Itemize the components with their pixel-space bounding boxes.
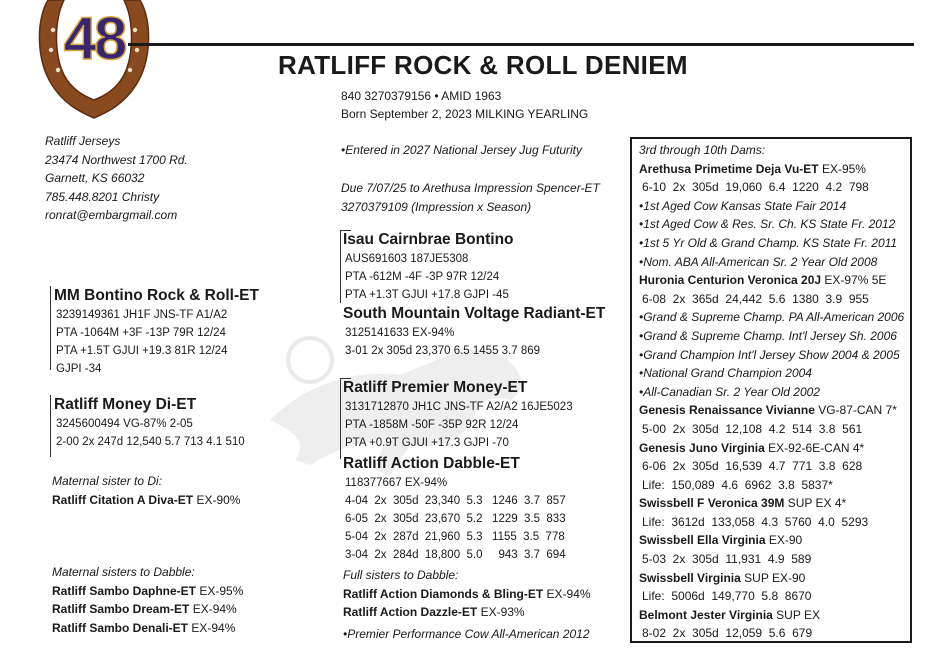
title-rule [128,43,914,46]
record-row: Life: 3612d 133,058 4.3 5760 4.0 5293 [642,514,869,529]
honor-item: •Grand & Supreme Champ. PA All-American 2006 [639,310,905,325]
logo-number: 48 [63,5,125,72]
sire-block: MM Bontino Rock & Roll-ET 3239149361 JH1F JNS-TF A1/A2 PTA -1064M +3F -13P 79R 12/24 PTA +1.5T GJUI +19.3 81R 12/24 GJPI -34 [50,286,259,370]
list-item: Ratliff Sambo Daphne-ET EX-95% [52,583,244,598]
sire-dam-block: South Mountain Voltage Radiant-ET 3125141633 EX-94% 3-01 2x 305d 23,370 6.5 1455 3.7 869 [343,305,606,357]
list-item: Ratliff Sambo Denali-ET EX-94% [52,620,236,635]
record-row: Life: 5006d 149,770 5.8 8670 [642,589,812,604]
dam-entry: Swissbell Ella Virginia EX-90 [639,533,803,548]
record-row: 6-05 2x 305d 23,670 5.2 1229 3.5 833 [345,513,566,525]
due-note: Due 7/07/25 to Arethusa Impression Spencer-ET 3270379109 (Impression x Season) [341,181,600,214]
dam-entry: Genesis Renaissance Vivianne VG-87-CAN 7* [639,403,897,418]
breeder-phone: 785.448.8201 Christy [45,189,160,204]
dam-dam-name: Ratliff Action Dabble-ET [343,455,520,472]
honor-item: •Grand & Supreme Champ. Int'l Jersey Sh. 2006 [639,328,897,343]
list-item: Ratliff Action Dazzle-ET EX-93% [343,605,525,619]
full-sisters-dabble: Full sisters to Dabble: Ratliff Action Diamonds & Bling-ET EX-94% Ratliff Action Dazzle-ET EX-93% •Premier Performance Cow All-American 2012 [343,568,591,641]
honor-item: •1st 5 Yr Old & Grand Champ. KS State Fr. 2011 [639,235,898,250]
dam-entry: Swissbell F Veronica 39M SUP EX 4* [639,496,847,511]
record-row: 5-04 2x 287d 21,960 5.3 1155 3.5 778 [345,531,565,543]
dam-block: Ratliff Money Di-ET 3245600494 VG-87% 2-05 2-00 2x 247d 12,540 5.7 713 4.1 510 [50,395,245,457]
honor-item: •National Grand Champion 2004 [639,366,812,381]
sire-sire-text: Isau Cairnbrae Bontino AUS691603 187JE5308 PTA -612M -4F -3P 97R 12/24 PTA +1.3T GJUI +17.8 GJPI -45 [343,231,514,301]
record-row: 6-08 2x 365d 24,442 5.6 1380 3.9 955 [642,291,869,306]
list-item: Ratliff Sambo Dream-ET EX-94% [52,602,237,616]
list-item: Ratliff Action Diamonds & Bling-ET EX-94% [343,586,591,601]
id-line: 840 3270379156 • AMID 1963 [341,89,502,103]
page-title: RATLIFF ROCK & ROLL DENIEM [278,50,688,80]
sire-dam-name: South Mountain Voltage Radiant-ET [343,305,606,322]
record-row: 8-02 2x 305d 12,059 5.6 679 [642,626,813,641]
record-row: Life: 150,089 4.6 6962 3.8 5837* [642,477,833,492]
honor-item: •Nom. ABA All-American Sr. 2 Year Old 2008 [639,254,878,269]
dam-name: Ratliff Money Di-ET [54,396,197,413]
sire-name: MM Bontino Rock & Roll-ET [54,287,259,304]
breeder-block [45,132,188,225]
dams-box [630,137,912,643]
logo [34,0,154,120]
record-row: 6-06 2x 305d 16,539 4.7 771 3.8 628 [642,459,863,474]
honor-item: •1st Aged Cow Kansas State Fair 2014 [639,198,847,213]
dam-dam-block: Ratliff Action Dabble-ET 118377667 EX-94% 4-04 2x 305d 23,340 5.3 1246 3.7 857 6-05 2x 305d 23,670 5.2 1229 3.5 833 5-04 2x 287d 21,960 5.3 1155 3.5 778 3-04 2x 284d 18,800 5.0 943 3.7 694 [343,454,566,564]
dams-list [639,141,909,643]
sire-sire-name: Isau Cairnbrae Bontino [343,231,514,248]
breeder-city: Garnett, KS 66032 [45,171,145,185]
born-line: Born September 2, 2023 MILKING YEARLING [341,107,589,121]
dam-entry: Huronia Centurion Veronica 20J EX-97% 5E [639,273,887,288]
dam-entry: Arethusa Primetime Deja Vu-ET EX-95% [639,161,866,176]
honor-item: •Grand Champion Int'l Jersey Show 2004 & 2005 [639,347,900,362]
honor-item: •1st Aged Cow & Res. Sr. Ch. KS State Fr. 2012 [639,217,896,232]
record-row: 5-00 2x 305d 12,108 4.2 514 3.8 561 [642,421,863,436]
maternal-sister-di: Maternal sister to Di: Ratliff Citation A Diva-ET EX-90% [52,474,241,507]
breeder-address: 23474 Northwest 1700 Rd. [45,152,188,167]
breeder-farm: Ratliff Jerseys [45,134,121,148]
dam-sire-block: Ratliff Premier Money-ET 3131712870 JH1C JNS-TF A2/A2 16JE5023 PTA -1858M -50F -35P 92R 12/24 PTA +0.9T GJUI +17.3 GJPI -70 [343,379,573,449]
honor-item: •All-Canadian Sr. 2 Year Old 2002 [639,384,820,399]
record-row: 5-03 2x 305d 11,931 4.9 589 [642,552,812,567]
record-row: 3-04 2x 284d 18,800 5.0 943 3.7 694 [345,549,566,561]
record-row: 4-04 2x 305d 23,340 5.3 1246 3.7 857 [345,495,566,507]
dams-heading: 3rd through 10th Dams: [639,143,766,157]
breeder-email[interactable]: ronrat@embargmail.com [45,208,178,222]
dam-sire-name: Ratliff Premier Money-ET [343,379,528,396]
record-row: 6-10 2x 305d 19,060 6.4 1220 4.2 798 [642,180,869,195]
dam-entry: Genesis Juno Virginia EX-92-6E-CAN 4* [639,440,865,455]
dam-entry: Swissbell Virginia SUP EX-90 [639,570,806,585]
dam-entry: Belmont Jester Virginia SUP EX [639,607,820,622]
entry-note: •Entered in 2027 National Jersey Jug Futurity [341,143,582,157]
maternal-sisters-dabble: Maternal sisters to Dabble: Ratliff Sambo Daphne-ET EX-95% Ratliff Sambo Dream-ET EX-94% Ratliff Sambo Denali-ET EX-94% [52,563,243,637]
